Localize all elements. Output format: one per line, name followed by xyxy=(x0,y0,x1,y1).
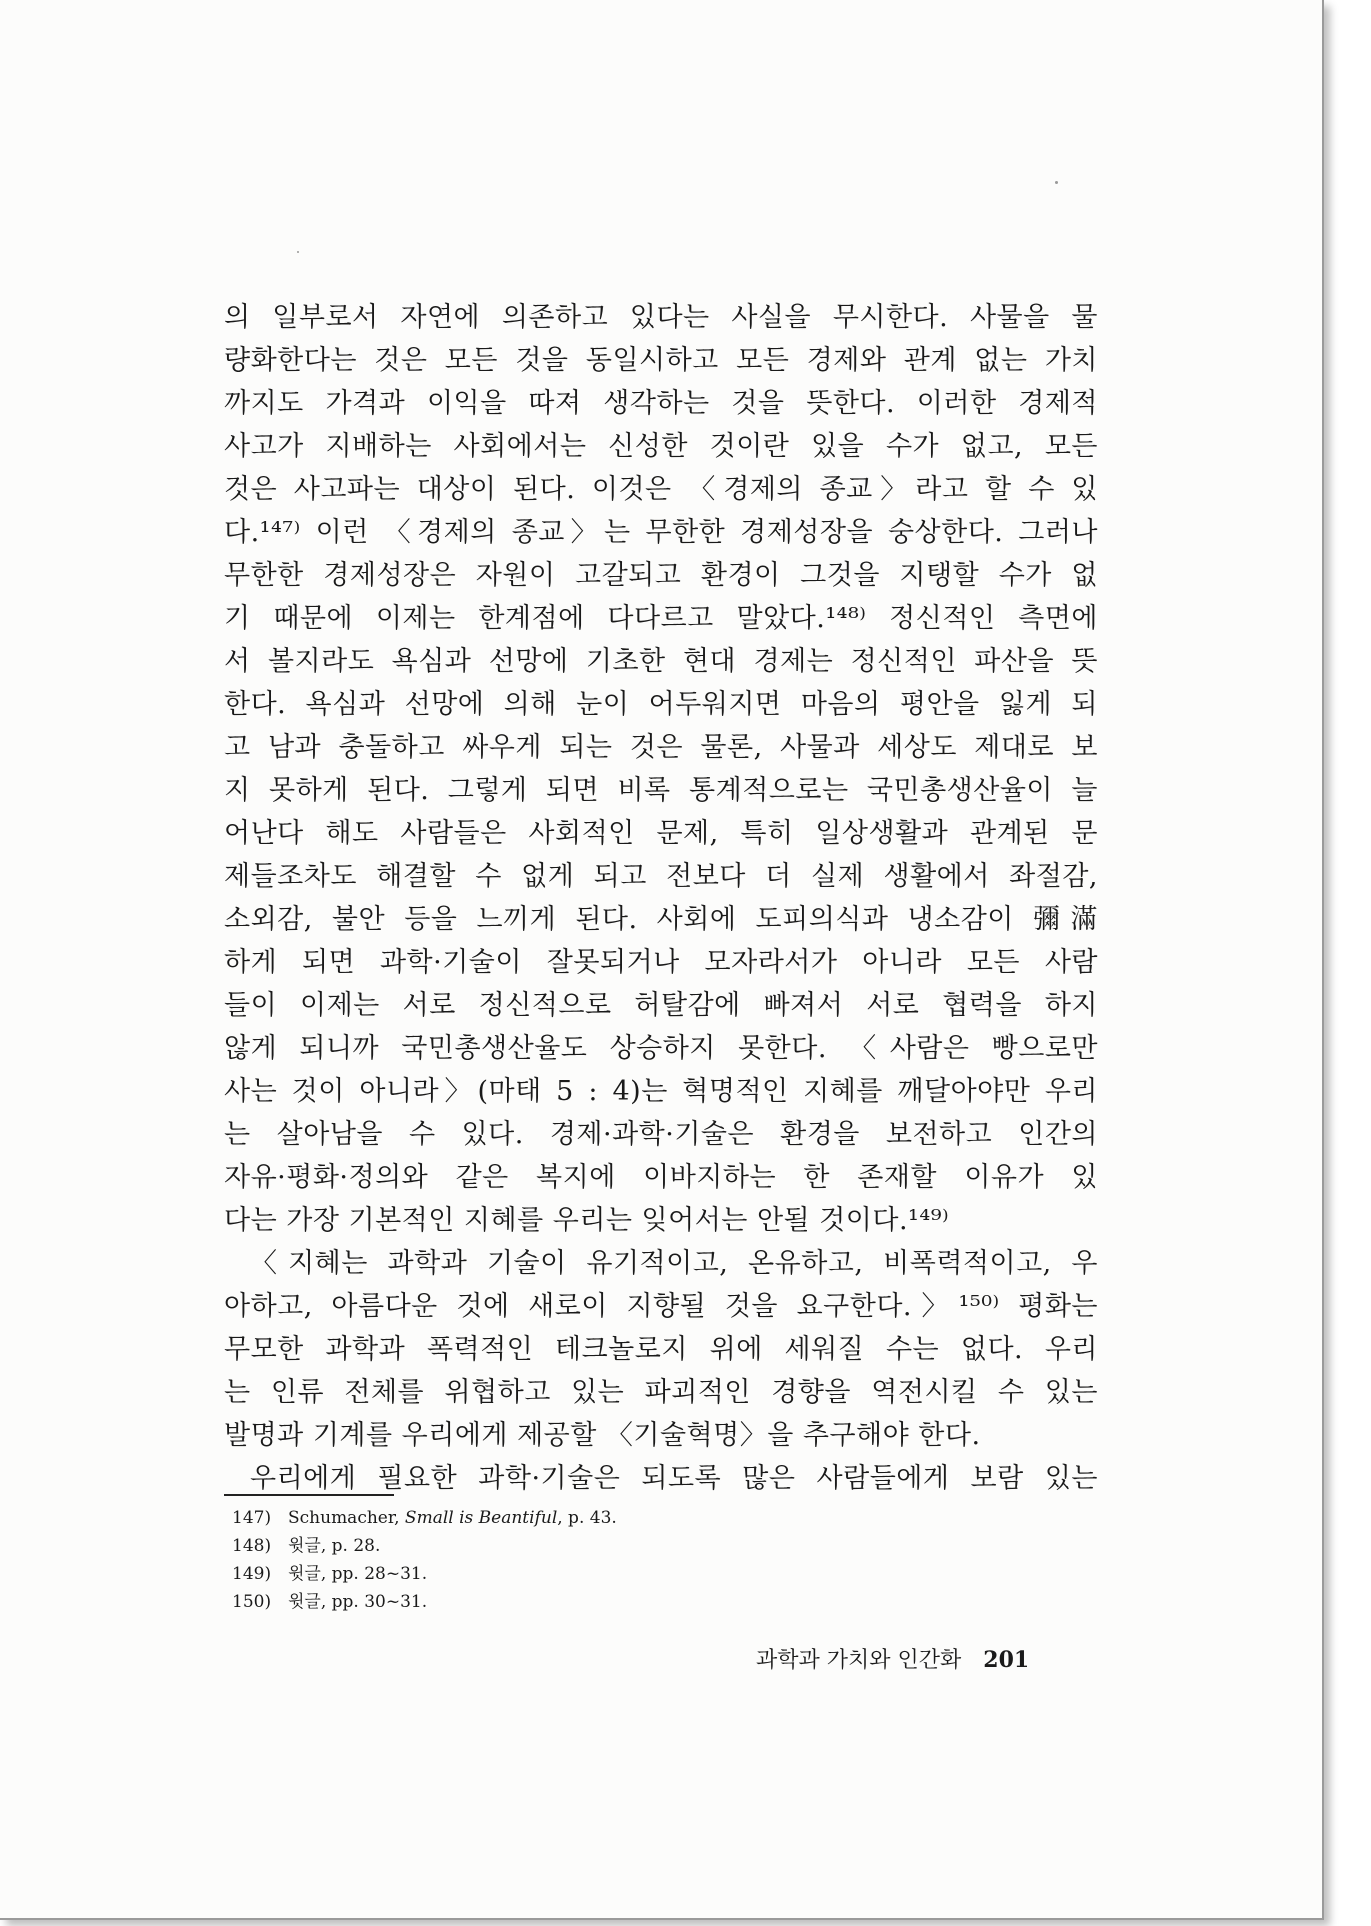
body-line: 발명과 기계를 우리에게 제공할 〈기술혁명〉을 추구해야 한다. xyxy=(224,1420,981,1451)
body-line: 는 인류 전체를 위협하고 있는 파괴적인 경향을 역전시킬 수 있는 xyxy=(224,1377,1098,1408)
body-line: 소외감, 불안 등을 느끼게 된다. 사회에 도피의식과 냉소감이 彌滿 xyxy=(224,904,1098,935)
body-line: 고 남과 충돌하고 싸우게 되는 것은 물론, 사물과 세상도 제대로 보 xyxy=(224,732,1098,763)
body-line: 자유·평화·정의와 같은 복지에 이바지하는 한 존재할 이유가 있 xyxy=(224,1162,1098,1193)
body-line: 다.¹⁴⁷⁾ 이런 〈경제의 종교〉는 무한한 경제성장을 숭상한다. 그러나 xyxy=(224,517,1098,548)
footnote-text: 윗글, p. 28. xyxy=(288,1536,381,1556)
footnote-text: 윗글, pp. 30~31. xyxy=(288,1592,428,1612)
body-line: 어난다 해도 사람들은 사회적인 문제, 특히 일상생활과 관계된 문 xyxy=(224,818,1098,849)
body-line: 사고가 지배하는 사회에서는 신성한 것이란 있을 수가 없고, 모든 xyxy=(224,431,1098,462)
body-text xyxy=(224,296,1098,1500)
body-line: 하게 되면 과학·기술이 잘못되거나 모자라서가 아니라 모든 사람 xyxy=(224,947,1098,978)
footnote xyxy=(232,1588,932,1616)
scan-speck xyxy=(1055,181,1058,184)
footnote-number: 150) xyxy=(232,1592,272,1612)
footnote xyxy=(232,1560,932,1588)
footnote-book-title: Small is Beantiful xyxy=(404,1508,558,1528)
body-line: 않게 되니까 국민총생산율도 상승하지 못한다. 〈사람은 빵으로만 xyxy=(224,1033,1098,1064)
body-line: 다는 가장 기본적인 지혜를 우리는 잊어서는 안될 것이다.¹⁴⁹⁾ xyxy=(224,1205,950,1236)
body-line: 〈지혜는 과학과 기술이 유기적이고, 온유하고, 비폭력적이고, 우 xyxy=(250,1248,1098,1279)
footnote xyxy=(232,1504,932,1532)
footnote-number: 148) xyxy=(232,1536,272,1556)
footnote-divider xyxy=(224,1494,394,1496)
body-line: 는 살아남을 수 있다. 경제·과학·기술은 환경을 보전하고 인간의 xyxy=(224,1119,1098,1150)
footnote-number: 149) xyxy=(232,1564,272,1584)
body-line: 한다. 욕심과 선망에 의해 눈이 어두워지면 마음의 평안을 잃게 되 xyxy=(224,689,1098,720)
running-title: 과학과 가치와 인간화 xyxy=(756,1648,962,1673)
body-line: 지 못하게 된다. 그렇게 되면 비록 통계적으로는 국민총생산율이 늘 xyxy=(224,775,1098,806)
body-line: 우리에게 필요한 과학·기술은 되도록 많은 사람들에게 보람 있는 xyxy=(250,1463,1098,1494)
body-line: 서 볼지라도 욕심과 선망에 기초한 현대 경제는 정신적인 파산을 뜻 xyxy=(224,646,1098,677)
body-line: 들이 이제는 서로 정신적으로 허탈감에 빠져서 서로 협력을 하지 xyxy=(224,990,1098,1021)
body-line: 량화한다는 것은 모든 것을 동일시하고 모든 경제와 관계 없는 가치 xyxy=(224,345,1098,376)
page-number: 201 xyxy=(983,1647,1030,1673)
body-line: 무한한 경제성장은 자원이 고갈되고 환경이 그것을 지탱할 수가 없 xyxy=(224,560,1098,591)
footnote-text: , p. 43. xyxy=(557,1508,617,1528)
footnote xyxy=(232,1532,932,1560)
footnote-text: 윗글, pp. 28~31. xyxy=(288,1564,428,1584)
body-line: 기 때문에 이제는 한계점에 다다르고 말았다.¹⁴⁸⁾ 정신적인 측면에 xyxy=(224,603,1098,634)
footnote-number: 147) xyxy=(232,1508,272,1528)
body-line: 제들조차도 해결할 수 없게 되고 전보다 더 실제 생활에서 좌절감, xyxy=(224,861,1098,892)
page-footer xyxy=(756,1643,1029,1674)
body-line: 무모한 과학과 폭력적인 테크놀로지 위에 세워질 수는 없다. 우리 xyxy=(224,1334,1098,1365)
body-line: 아하고, 아름다운 것에 새로이 지향될 것을 요구한다.〉¹⁵⁰⁾ 평화는 xyxy=(224,1291,1098,1322)
body-line: 것은 사고파는 대상이 된다. 이것은 〈경제의 종교〉라고 할 수 있 xyxy=(224,474,1098,505)
footnotes xyxy=(232,1504,932,1616)
body-line: 까지도 가격과 이익을 따져 생각하는 것을 뜻한다. 이러한 경제적 xyxy=(224,388,1098,419)
body-line: 사는 것이 아니라〉(마태 5 : 4)는 혁명적인 지혜를 깨달아야만 우리 xyxy=(224,1076,1098,1107)
footnote-text: Schumacher, xyxy=(288,1508,405,1528)
scan-speck xyxy=(297,251,299,253)
body-line: 의 일부로서 자연에 의존하고 있다는 사실을 무시한다. 사물을 물 xyxy=(224,302,1098,333)
